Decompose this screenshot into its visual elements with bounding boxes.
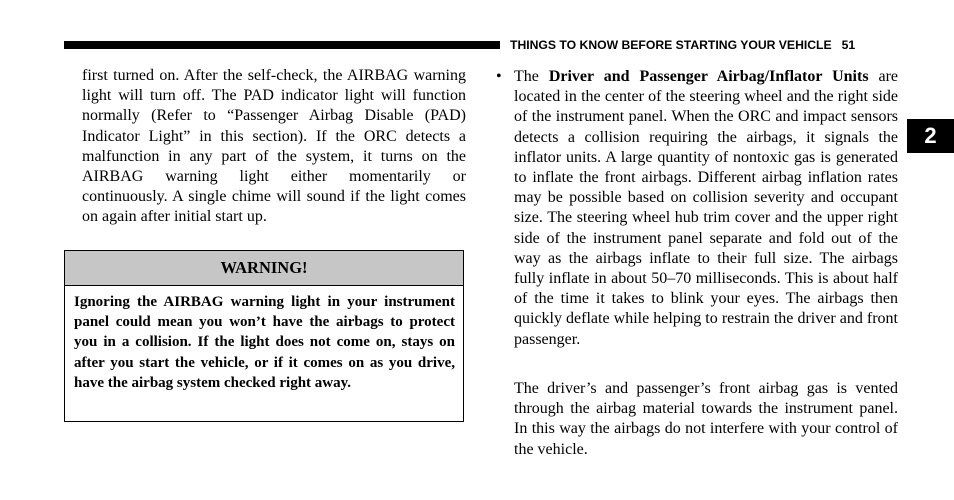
- section-title: THINGS TO KNOW BEFORE STARTING YOUR VEHICLE: [510, 38, 832, 52]
- chapter-tab: 2: [907, 119, 954, 153]
- page-number: 51: [841, 38, 856, 52]
- bullet-rest: are located in the center of the steering wheel and the right side of the instrument panel. When the ORC and impact sensors detects a collision requiring the airbags, it signals the inflator units. A large quantity of nontoxic gas is generated to inflate the front airbags. Different airbag inflation rates may be possible based on collision severity and occupant size. The steering wheel hub trim cover and the upper right side of the instrument panel separate and fold out of the way as the airbags inflate to their full size. The airbags fully inflate in about 50–70 milliseconds. This is about half of the time it takes to blink your eyes. The airbags then quickly deflate while helping to restrain the driver and front passenger.: [514, 68, 899, 348]
- bullet-text: [514, 67, 898, 350]
- warning-box: [64, 250, 464, 422]
- header-rule: [64, 41, 500, 49]
- right-paragraph-2: The driver’s and passenger’s front airbag gas is vented through the airbag material towards the instrument panel. In this way the airbags do not interfere with your control of the vehicle.: [514, 380, 898, 458]
- warning-text: Ignoring the AIRBAG warning light in your instrument panel could mean you won’t have the airbags to protect you in a collision. If the light does not come on, stays on after you start the vehicle, or if it comes on as you drive, have the airbag system checked right away.: [74, 294, 455, 391]
- left-paragraph: first turned on. After the self-check, the AIRBAG warning light will turn off. The PAD indicator light will function normally (Refer to “Passenger Airbag Disable (PAD) Indicator Light” in this section). If the ORC detects a malfunction in any part of the system, it turns on the AIRBAG warning light either momentarily or continuously. A single chime will sound if the light comes on again after initial start up.: [82, 67, 466, 226]
- warning-heading: WARNING!: [65, 251, 463, 286]
- bullet-lead: The: [514, 68, 549, 85]
- bullet-mark: •: [496, 68, 502, 85]
- running-header: [510, 37, 855, 53]
- bullet-bold-term: Driver and Passenger Airbag/Inflator Units: [548, 68, 869, 85]
